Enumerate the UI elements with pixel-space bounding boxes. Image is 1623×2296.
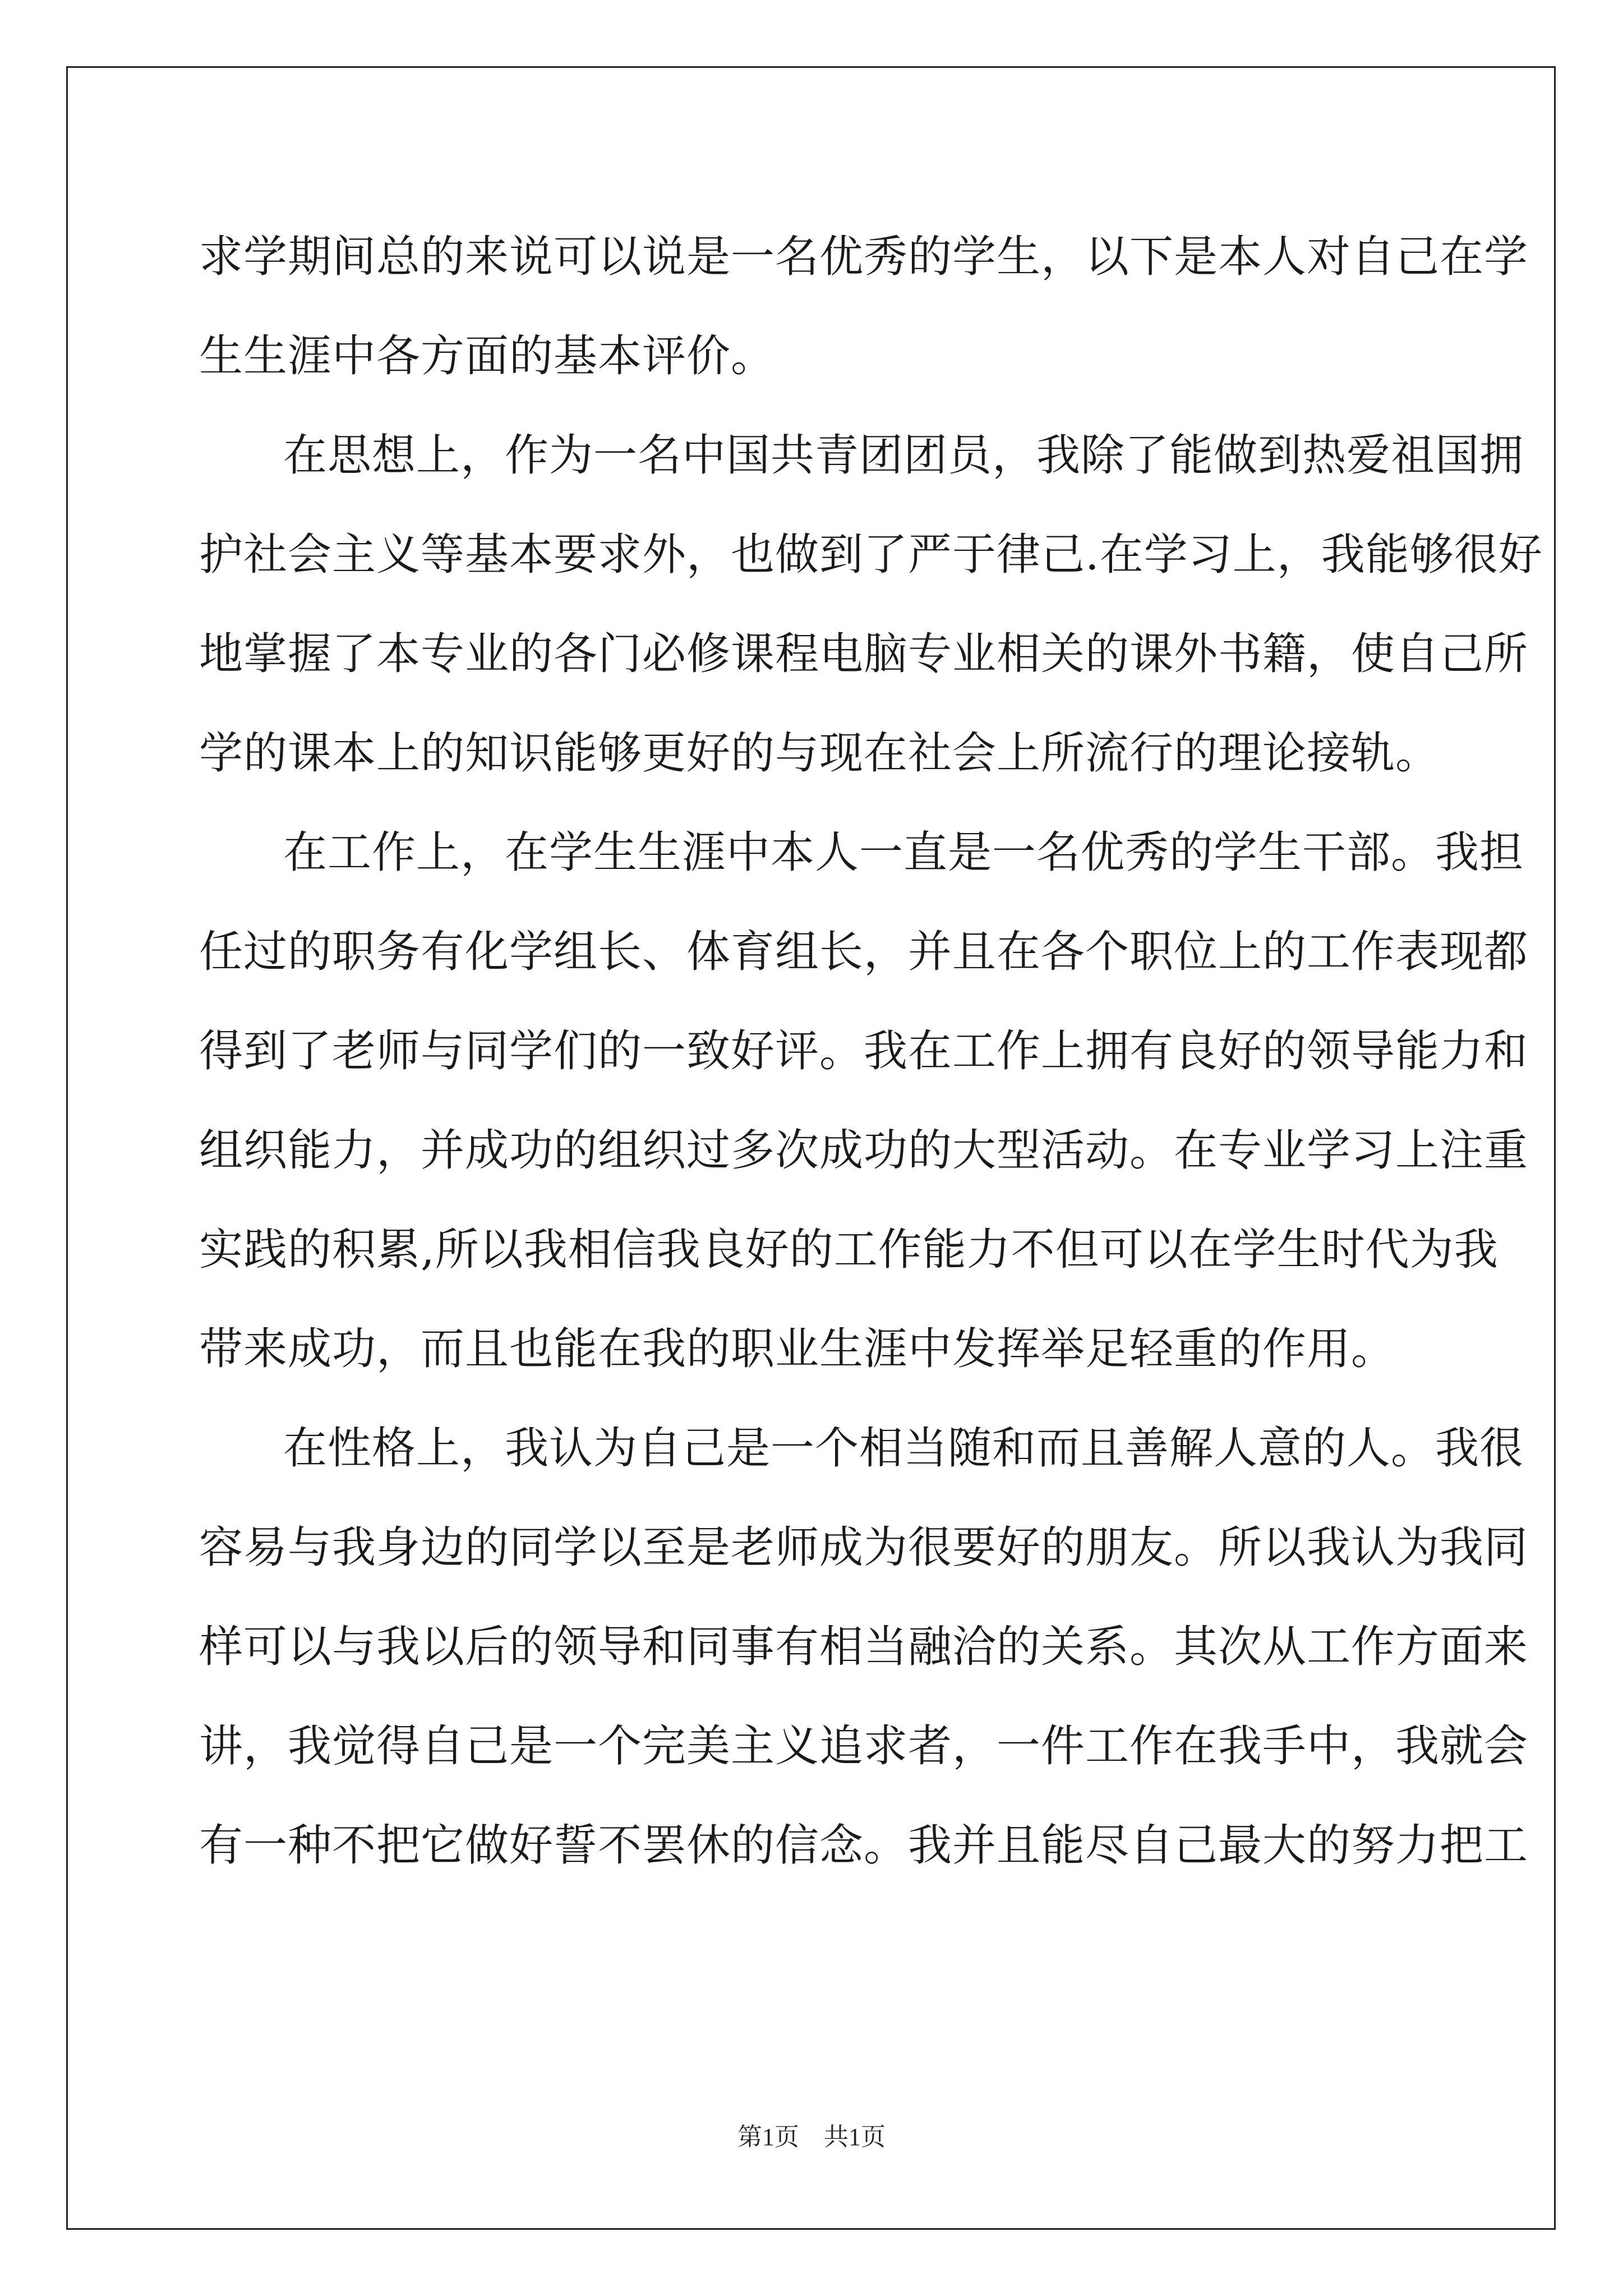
- page-number-footer: 第1页 共1页: [737, 2123, 886, 2151]
- text-line: 地掌握了本专业的各门必修课程电脑专业相关的课外书籍，使自己所: [199, 629, 1529, 679]
- text-line: 生生涯中各方面的基本评价。: [199, 331, 776, 381]
- text-line: 求学期间总的来说可以说是一名优秀的学生，以下是本人对自己在学: [199, 232, 1529, 282]
- text-line: 得到了老师与同学们的一致好评。我在工作上拥有良好的领导能力和: [199, 1026, 1529, 1076]
- text-line: 学的课本上的知识能够更好的与现在社会上所流行的理论接轨。: [199, 728, 1440, 779]
- text-line: 样可以与我以后的领导和同事有相当融洽的关系。其次从工作方面来: [199, 1622, 1529, 1672]
- text-line: 在性格上，我认为自己是一个相当随和而且善解人意的人。我很: [283, 1423, 1524, 1474]
- text-line: 在工作上，在学生生涯中本人一直是一名优秀的学生干部。我担: [283, 827, 1524, 878]
- text-line: 任过的职务有化学组长、体育组长，并且在各个职位上的工作表现都: [199, 927, 1529, 977]
- text-line: 护社会主义等基本要求外，也做到了严于律己.在学习上，我能够很好: [199, 530, 1543, 580]
- text-line: 在思想上，作为一名中国共青团团员，我除了能做到热爱祖国拥: [283, 430, 1524, 481]
- text-line: 讲，我觉得自己是一个完美主义追求者，一件工作在我手中，我就会: [199, 1721, 1529, 1772]
- text-line: 组织能力，并成功的组织过多次成功的大型活动。在专业学习上注重: [199, 1125, 1529, 1176]
- text-line: 有一种不把它做好誓不罢休的信念。我并且能尽自己最大的努力把工: [199, 1820, 1529, 1871]
- text-line: 带来成功，而且也能在我的职业生涯中发挥举足轻重的作用。: [199, 1324, 1396, 1374]
- text-line: 实践的积累,所以我相信我良好的工作能力不但可以在学生时代为我: [199, 1225, 1498, 1275]
- document-body: [199, 208, 1543, 1895]
- text-line: 容易与我身边的同学以至是老师成为很要好的朋友。所以我认为我同: [199, 1522, 1529, 1573]
